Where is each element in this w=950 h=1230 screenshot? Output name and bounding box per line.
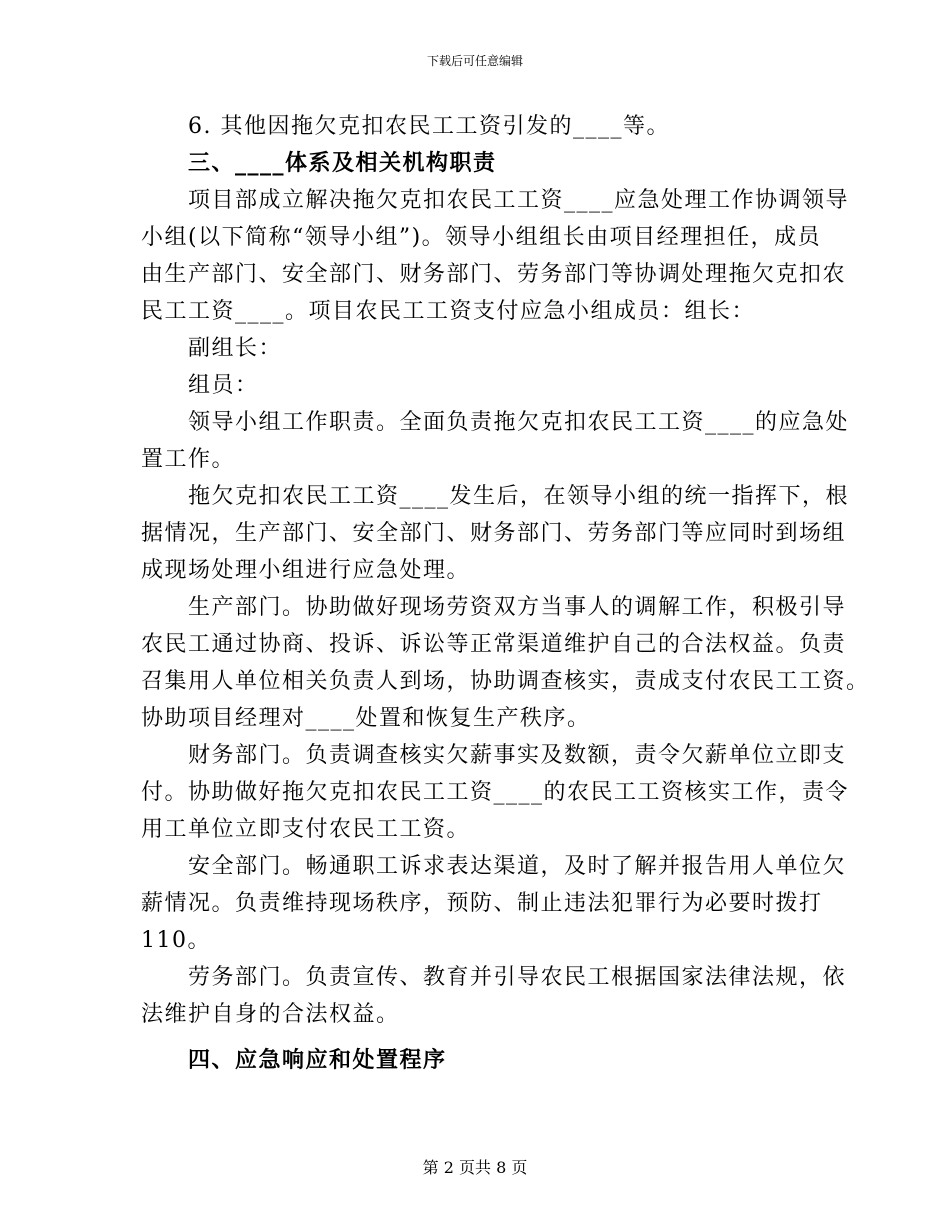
- paragraph-line: 据情况，生产部门、安全部门、财务部门、劳务部门等应同时到场组: [141, 521, 847, 546]
- paragraph-line: 协助项目经理对____处置和恢复生产秩序。: [141, 706, 591, 731]
- paragraph-line: 由生产部门、安全部门、财务部门、劳务部门等协调处理拖欠克扣农: [141, 262, 847, 287]
- section-heading-3: 三、____体系及相关机构职责: [188, 150, 497, 176]
- paragraph-line: 拖欠克扣农民工工资____发生后，在领导小组的统一指挥下，根: [188, 484, 850, 509]
- paragraph-line: 小组(以下简称“领导小组”)。领导小组组长由项目经理担任，成员: [141, 225, 822, 250]
- paragraph-line: 置工作。: [141, 447, 236, 472]
- paragraph-line: 劳务部门。负责宣传、教育并引导农民工根据国家法律法规，依: [188, 965, 847, 990]
- paragraph-line: 农民工通过协商、投诉、诉讼等正常渠道维护自己的合法权益。负责: [141, 632, 847, 657]
- paragraph-line: 法维护自身的合法权益。: [141, 1002, 400, 1027]
- paragraph-line: 召集用人单位相关负责人到场，协助调查核实，责成支付农民工工资。: [141, 669, 870, 694]
- paragraph-line: 组员：: [188, 373, 259, 398]
- paragraph-line: 领导小组工作职责。全面负责拖欠克扣农民工工资____的应急处: [188, 410, 850, 435]
- paragraph-line: 用工单位立即支付农民工工资。: [141, 817, 471, 842]
- paragraph-line: 付。协助做好拖欠克扣农民工工资____的农民工工资核实工作，责令: [141, 780, 850, 805]
- section-heading-4: 四、应急响应和处置程序: [188, 1047, 447, 1073]
- list-item-6: 6. 其他因拖欠克扣农民工工资引发的____等。: [188, 114, 670, 139]
- paragraph-line: 副组长：: [188, 336, 283, 361]
- paragraph-line: 110。: [141, 928, 211, 953]
- document-body: [141, 108, 870, 1079]
- paragraph-line: 薪情况。负责维持现场秩序，预防、制止违法犯罪行为必要时拨打: [141, 891, 823, 916]
- paragraph-line: 成现场处理小组进行应急处理。: [141, 558, 471, 583]
- page-footer: 第 2 页共 8 页: [422, 1158, 528, 1177]
- paragraph-line: 安全部门。畅通职工诉求表达渠道，及时了解并报告用人单位欠: [188, 854, 847, 879]
- paragraph-line: 财务部门。负责调查核实欠薪事实及数额，责令欠薪单位立即支: [188, 743, 847, 768]
- paragraph-line: 民工工资____。项目农民工工资支付应急小组成员：组长：: [141, 299, 756, 324]
- paragraph-line: 生产部门。协助做好现场劳资双方当事人的调解工作，积极引导: [188, 595, 847, 620]
- page-header: 下载后可任意编辑: [426, 54, 523, 68]
- paragraph-line: 项目部成立解决拖欠克扣农民工工资____应急处理工作协调领导: [188, 188, 850, 213]
